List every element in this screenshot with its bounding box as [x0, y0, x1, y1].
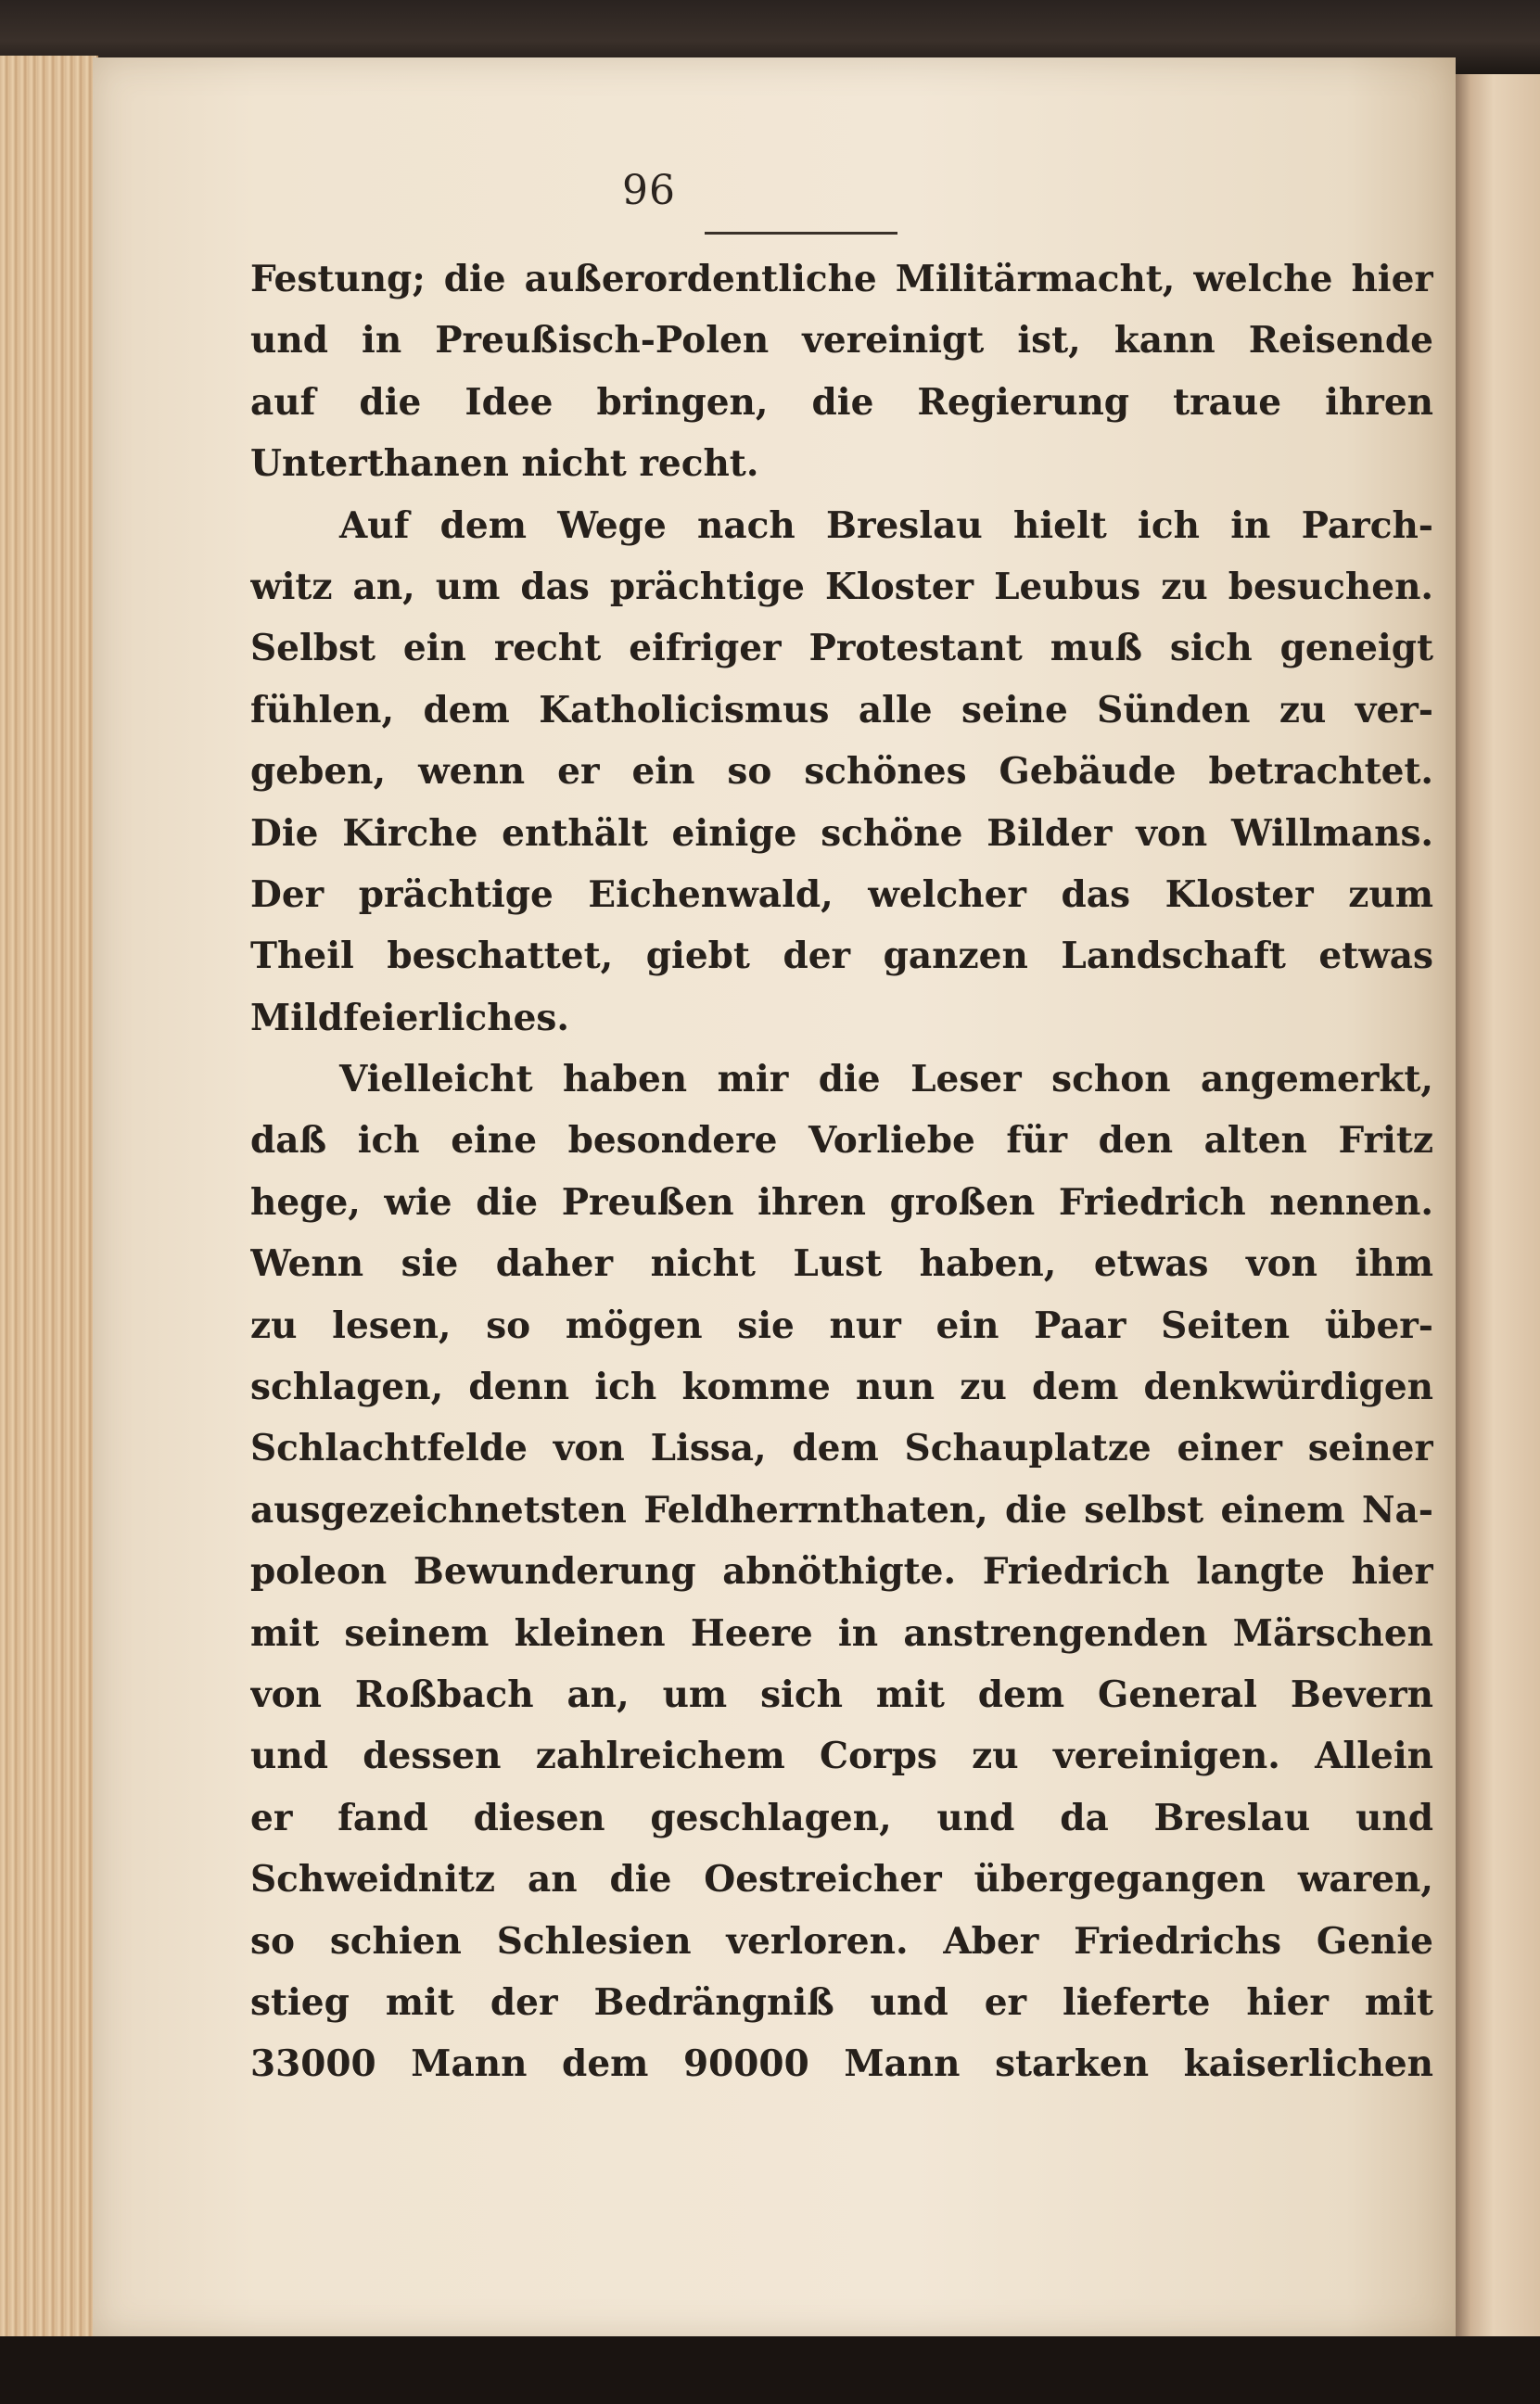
- text-line: Selbst ein recht eifriger Protestant muß sich geneigt: [250, 627, 1433, 670]
- text-line: Der prächtige Eichenwald, welcher das Kloster zum: [250, 872, 1433, 916]
- text-line: ausgezeichnetsten Feldherrnthaten, die selbst einem Na-: [250, 1488, 1433, 1532]
- text-line: 33000 Mann dem 90000 Mann starken kaiserlichen: [250, 2042, 1433, 2086]
- header-rule: [705, 232, 897, 235]
- text-line: hege, wie die Preußen ihren großen Friedrich nennen.: [250, 1180, 1433, 1224]
- text-line: auf die Idee bringen, die Regierung traue ihren: [250, 380, 1433, 424]
- text-line: stieg mit der Bedrängniß und er lieferte hier mit: [250, 1980, 1433, 2024]
- text-line: Wenn sie daher nicht Lust haben, etwas von ihm: [250, 1242, 1433, 1286]
- page-stack-edge: [0, 56, 98, 2346]
- text-line: von Roßbach an, um sich mit dem General Bevern: [250, 1673, 1433, 1716]
- text-line: Schweidnitz an die Oestreicher übergegangen waren,: [250, 1858, 1433, 1902]
- text-line: Unterthanen nicht recht.: [250, 442, 759, 486]
- page-number: 96: [622, 167, 676, 214]
- text-line: Mildfeierliches.: [250, 996, 569, 1039]
- text-line: Theil beschattet, giebt der ganzen Landschaft etwas: [250, 935, 1433, 978]
- text-line: und dessen zahlreichem Corps zu vereinigen. Allein: [250, 1735, 1433, 1778]
- text-line: Die Kirche enthält einige schöne Bilder von Willmans.: [250, 811, 1433, 855]
- text-line: Festung; die außerordentliche Militärmacht, welche hier: [250, 258, 1433, 300]
- text-line: mit seinem kleinen Heere in anstrengenden Märschen: [250, 1611, 1433, 1655]
- text-line: er fand diesen geschlagen, und da Breslau und: [250, 1796, 1433, 1839]
- text-line: schlagen, denn ich komme nun zu dem denkwürdigen: [250, 1366, 1433, 1409]
- text-line: so schien Schlesien verloren. Aber Friedrichs Genie: [250, 1919, 1433, 1963]
- book-cover-bottom-edge: [0, 2336, 1540, 2404]
- text-line: poleon Bewunderung abnöthigte. Friedrich langte hier: [250, 1550, 1433, 1594]
- text-line: und in Preußisch-Polen vereinigt ist, kann Reisende: [250, 319, 1433, 363]
- facing-page-edge: [1456, 74, 1540, 2346]
- text-line: zu lesen, so mögen sie nur ein Paar Seiten über-: [250, 1304, 1433, 1347]
- text-line: Vielleicht haben mir die Leser schon angemerkt,: [339, 1058, 1433, 1101]
- text-line: fühlen, dem Katholicismus alle seine Sünden zu ver-: [250, 688, 1433, 731]
- text-line: Auf dem Wege nach Breslau hielt ich in Parch-: [339, 503, 1433, 547]
- text-line: daß ich eine besondere Vorliebe für den alten Fritz: [250, 1119, 1433, 1163]
- text-line: geben, wenn er ein so schönes Gebäude betrachtet.: [250, 750, 1433, 794]
- body-text: [250, 248, 1433, 2095]
- text-line: witz an, um das prächtige Kloster Leubus zu besuchen.: [250, 565, 1433, 608]
- book-page: [93, 57, 1456, 2338]
- text-line: Schlachtfelde von Lissa, dem Schauplatze einer seiner: [250, 1427, 1433, 1470]
